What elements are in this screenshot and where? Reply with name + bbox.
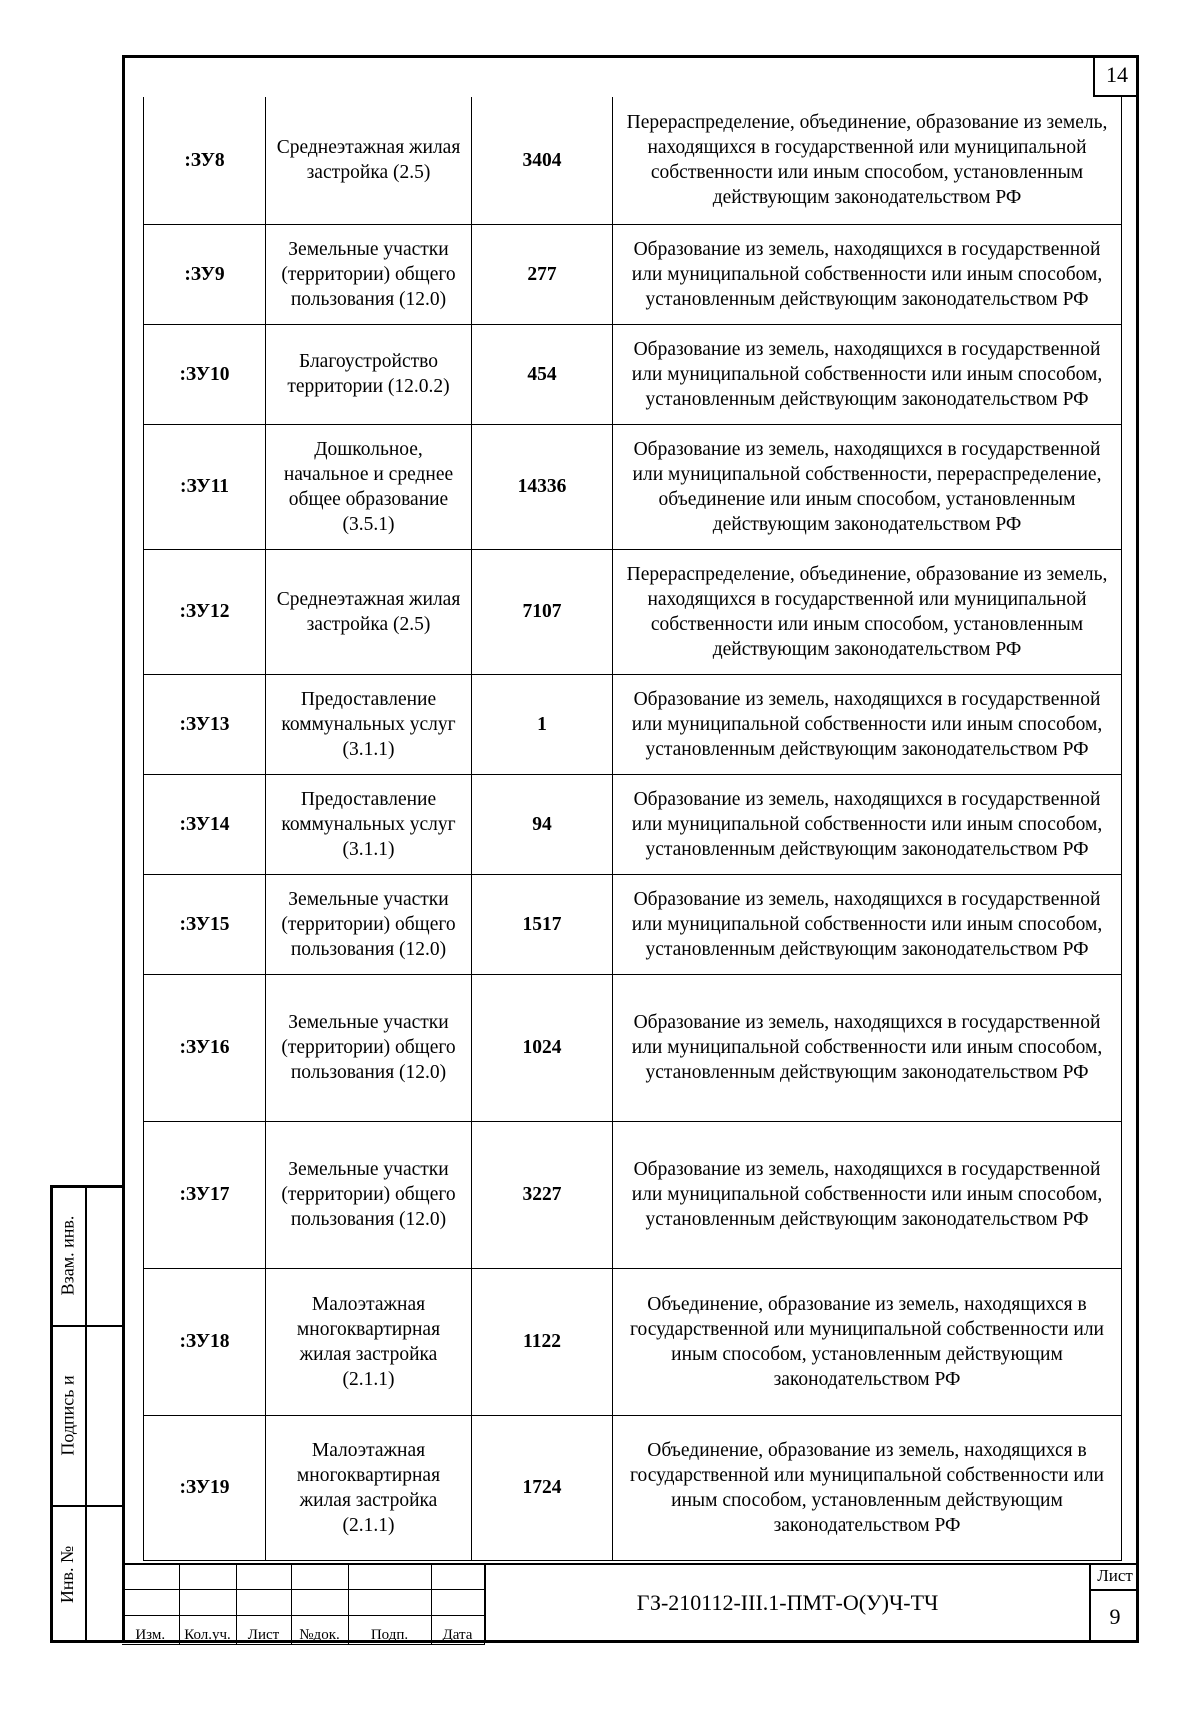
formation-method-cell: Образование из земель, находящихся в государственной или муниципальной собственности или иным способом, установленным действующим законодательством РФ xyxy=(613,324,1122,424)
land-use-cell: Земельные участки (территории) общего пользования (12.0) xyxy=(266,974,472,1121)
plot-id-cell: :ЗУ15 xyxy=(144,874,266,974)
area-cell: 14336 xyxy=(472,424,613,549)
table-row xyxy=(144,874,1122,974)
land-use-cell: Малоэтажная многоквартирная жилая застройка (2.1.1) xyxy=(266,1268,472,1415)
sheet-box xyxy=(1089,1563,1139,1643)
formation-method-cell: Образование из земель, находящихся в государственной или муниципальной собственности или иным способом, установленным действующим законодательством РФ xyxy=(613,224,1122,324)
land-use-cell: Предоставление коммунальных услуг (3.1.1) xyxy=(266,774,472,874)
table-row xyxy=(144,1268,1122,1415)
vzam-inv-label: Взам. инв. xyxy=(57,1215,78,1295)
formation-method-cell: Перераспределение, объединение, образование из земель, находящихся в государственной или муниципальной собственности или иным способом, установленным действующим законодательством РФ xyxy=(613,549,1122,674)
plot-id-cell: :ЗУ11 xyxy=(144,424,266,549)
plot-id-cell: :ЗУ17 xyxy=(144,1121,266,1268)
area-cell: 1024 xyxy=(472,974,613,1121)
formation-method-cell: Образование из земель, находящихся в государственной или муниципальной собственности или иным способом, установленным действующим законодательством РФ xyxy=(613,974,1122,1121)
formation-method-cell: Образование из земель, находящихся в государственной или муниципальной собственности или иным способом, установленным действующим законодательством РФ xyxy=(613,1121,1122,1268)
plot-id-cell: :ЗУ18 xyxy=(144,1268,266,1415)
table-row xyxy=(144,224,1122,324)
land-use-cell: Земельные участки (территории) общего пользования (12.0) xyxy=(266,1121,472,1268)
formation-method-cell: Образование из земель, находящихся в государственной или муниципальной собственности или иным способом, установленным действующим законодательством РФ xyxy=(613,674,1122,774)
col-header-data: Дата xyxy=(431,1615,484,1644)
document-code: ГЗ-210112-III.1-ПМТ-О(У)Ч-ТЧ xyxy=(484,1563,1089,1643)
plot-id-cell: :ЗУ16 xyxy=(144,974,266,1121)
table-row xyxy=(144,424,1122,549)
plot-id-cell: :ЗУ12 xyxy=(144,549,266,674)
land-use-cell: Среднеэтажная жилая застройка (2.5) xyxy=(266,97,472,224)
land-use-cell: Среднеэтажная жилая застройка (2.5) xyxy=(266,549,472,674)
area-cell: 3404 xyxy=(472,97,613,224)
table-row xyxy=(144,1415,1122,1560)
table-row xyxy=(144,674,1122,774)
plot-id-cell: :ЗУ19 xyxy=(144,1415,266,1560)
land-use-cell: Малоэтажная многоквартирная жилая застройка (2.1.1) xyxy=(266,1415,472,1560)
title-block-grid xyxy=(122,1565,485,1645)
land-plots-table xyxy=(143,97,1122,1561)
plot-id-cell: :ЗУ13 xyxy=(144,674,266,774)
land-use-cell: Земельные участки (территории) общего пользования (12.0) xyxy=(266,874,472,974)
land-use-cell: Предоставление коммунальных услуг (3.1.1) xyxy=(266,674,472,774)
plot-id-cell: :ЗУ8 xyxy=(144,97,266,224)
table-row xyxy=(144,1121,1122,1268)
area-cell: 1122 xyxy=(472,1268,613,1415)
inv-no-label: Инв. № xyxy=(57,1545,78,1603)
area-cell: 1 xyxy=(472,674,613,774)
formation-method-cell: Объединение, образование из земель, находящихся в государственной или муниципальной собственности или иным способом, установленным действующим законодательством РФ xyxy=(613,1415,1122,1560)
table-row xyxy=(144,97,1122,224)
area-cell: 1517 xyxy=(472,874,613,974)
sheet-label: Лист xyxy=(1091,1563,1139,1591)
area-cell: 277 xyxy=(472,224,613,324)
table-row xyxy=(144,324,1122,424)
sheet-number-top: 14 xyxy=(1093,55,1139,97)
title-block-headers xyxy=(122,1615,484,1644)
col-header-ndok: №док. xyxy=(291,1615,348,1644)
land-use-cell: Земельные участки (территории) общего пользования (12.0) xyxy=(266,224,472,324)
formation-method-cell: Образование из земель, находящихся в государственной или муниципальной собственности или иным способом, установленным действующим законодательством РФ xyxy=(613,774,1122,874)
table-row xyxy=(144,549,1122,674)
land-use-cell: Дошкольное, начальное и среднее общее образование (3.5.1) xyxy=(266,424,472,549)
col-header-list: Лист xyxy=(236,1615,291,1644)
area-cell: 3227 xyxy=(472,1121,613,1268)
formation-method-cell: Перераспределение, объединение, образование из земель, находящихся в государственной или муниципальной собственности или иным способом, установленным действующим законодательством РФ xyxy=(613,97,1122,224)
sheet-number: 9 xyxy=(1109,1604,1121,1629)
podpis-label: Подпись и xyxy=(57,1374,78,1456)
formation-method-cell: Образование из земель, находящихся в государственной или муниципальной собственности или иным способом, установленным действующим законодательством РФ xyxy=(613,874,1122,974)
col-header-izm: Изм. xyxy=(122,1615,179,1644)
table-row xyxy=(144,774,1122,874)
area-cell: 94 xyxy=(472,774,613,874)
plot-id-cell: :ЗУ9 xyxy=(144,224,266,324)
area-cell: 7107 xyxy=(472,549,613,674)
area-cell: 1724 xyxy=(472,1415,613,1560)
formation-method-cell: Образование из земель, находящихся в государственной или муниципальной собственности, перераспределение, объединение или иным способом, установленным действующим законодательством РФ xyxy=(613,424,1122,549)
table-row xyxy=(144,974,1122,1121)
land-use-cell: Благоустройство территории (12.0.2) xyxy=(266,324,472,424)
area-cell: 454 xyxy=(472,324,613,424)
col-header-koluch: Кол.уч. xyxy=(179,1615,236,1644)
formation-method-cell: Объединение, образование из земель, находящихся в государственной или муниципальной собственности или иным способом, установленным действующим законодательством РФ xyxy=(613,1268,1122,1415)
plot-id-cell: :ЗУ14 xyxy=(144,774,266,874)
plot-id-cell: :ЗУ10 xyxy=(144,324,266,424)
col-header-podp: Подп. xyxy=(348,1615,431,1644)
table-body xyxy=(144,97,1122,1560)
